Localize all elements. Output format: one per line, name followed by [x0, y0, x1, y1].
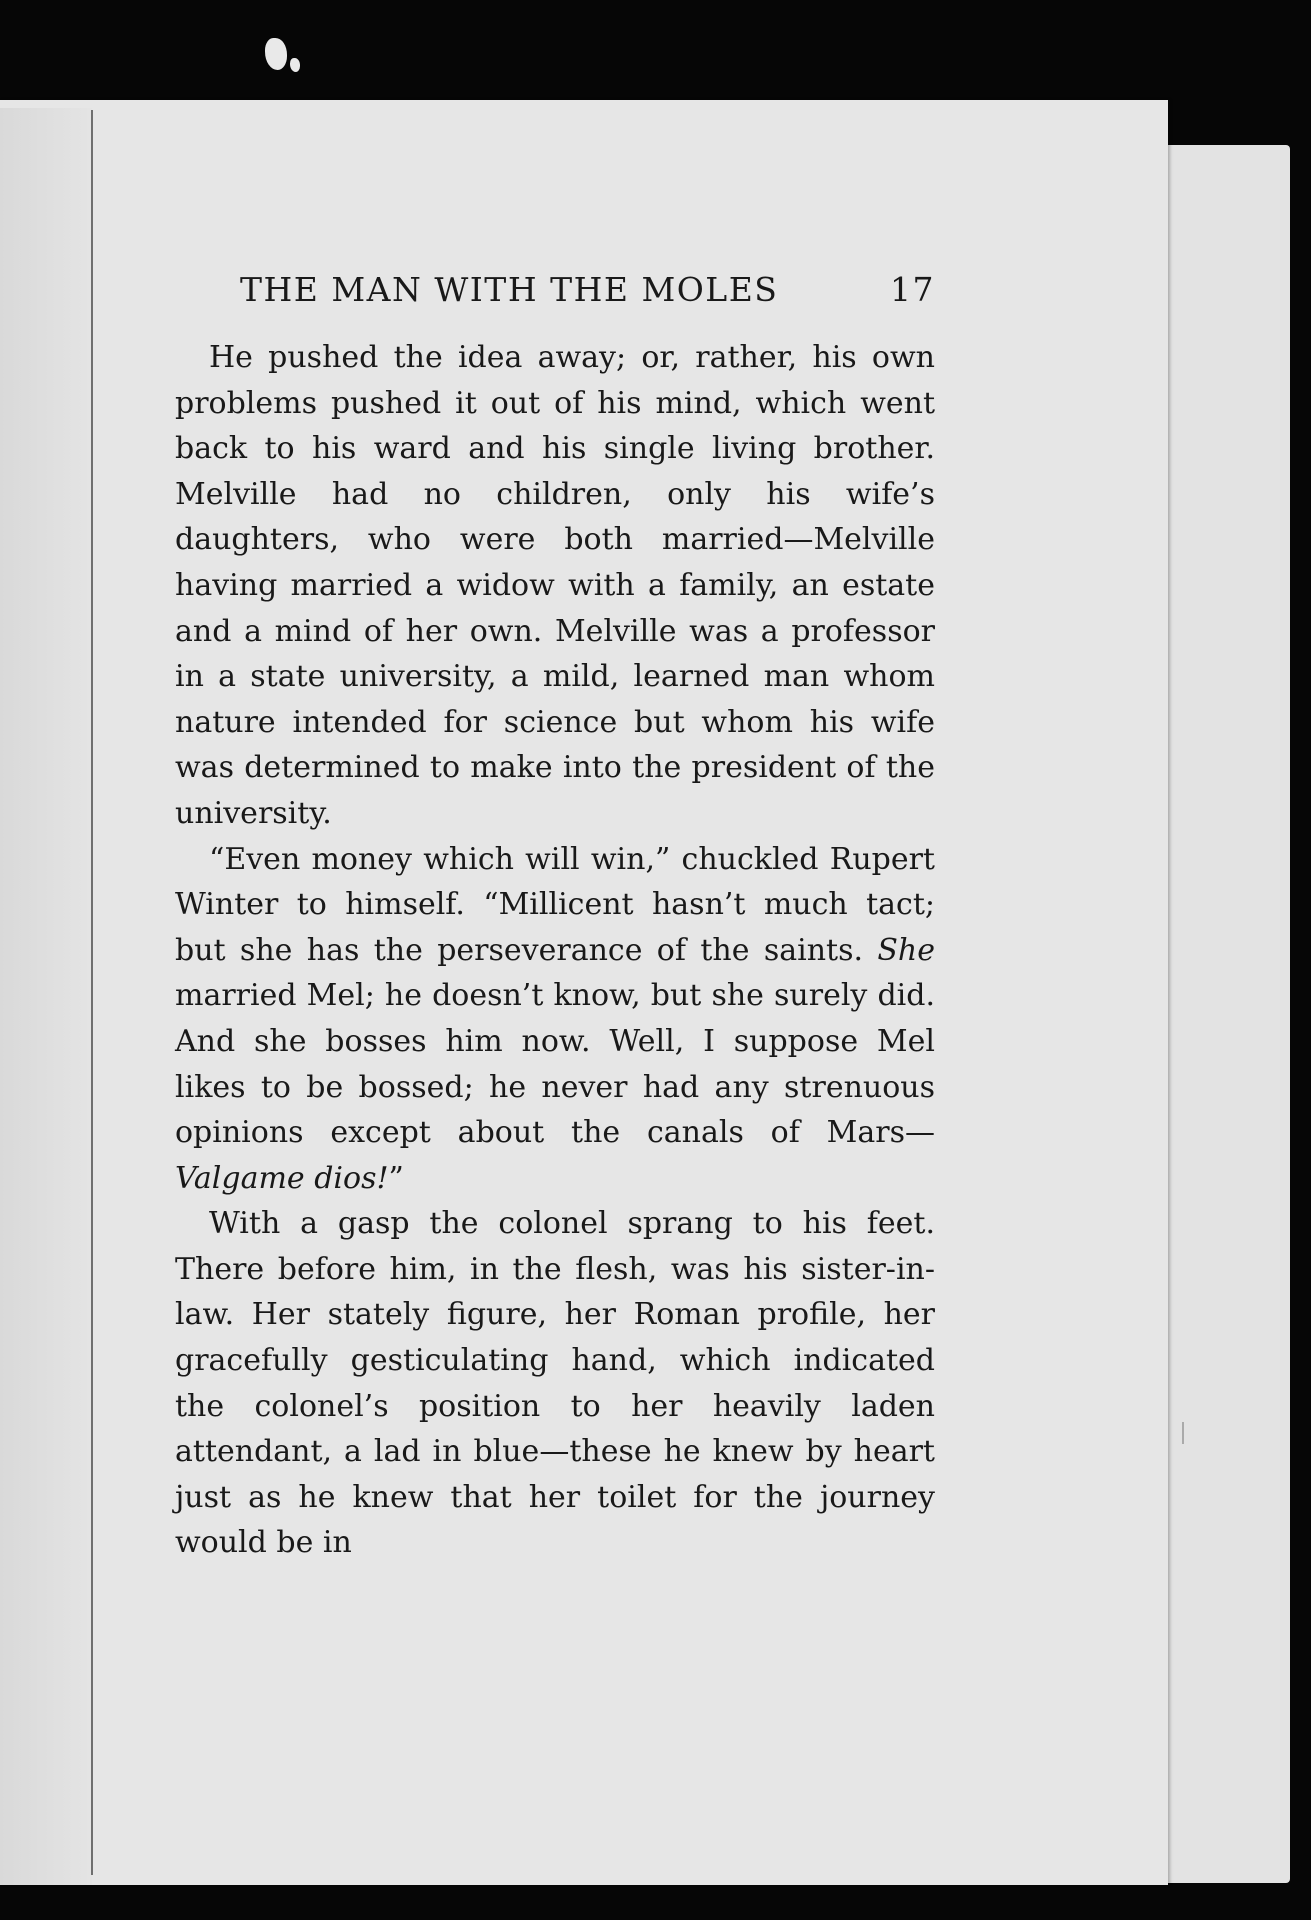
page-gutter-shade — [0, 108, 92, 1885]
page-text — [175, 270, 935, 1566]
italic-she: She — [877, 932, 935, 968]
paragraph-2-part-2: married Mel; he doesn’t know, but she surely did. And she bosses him now. Well, I suppose Mel likes to be bossed; he never had any strenuous opinions except about the canals of Mars— — [175, 978, 935, 1151]
page-number: 17 — [890, 270, 935, 309]
paragraph-1: He pushed the idea away; or, rather, his own problems pushed it out of his mind, which went back to his ward and his single living brother. Melville had no children, only his wife’s daughters, who were both married—Melville having married a widow with a family, an estate and a mind of her own. Melville was a professor in a state university, a mild, learned man whom nature intended for science but whom his wife was determined to make into the president of the university. — [175, 340, 935, 831]
paragraph-2-part-1: “Even money which will win,” chuckled Rupert Winter to himself. “Millicent hasn’t much tact; but she has the perseverance of the saints. — [175, 841, 935, 968]
running-head-title: THE MAN WITH THE MOLES — [240, 270, 779, 309]
paragraph-3: With a gasp the colonel sprang to his feet. There before him, in the flesh, was his sister-in-law. Her stately figure, her Roman profile, her gracefully gesticulating hand, which indicated the colonel’s position to her heavily laden attendant, a lad in blue—these he knew by heart just as he knew that her toilet for the journey would be in — [175, 1206, 935, 1561]
paragraph-2 — [175, 837, 935, 1202]
next-page-edge — [1150, 145, 1290, 1883]
scan-artifact-speck — [265, 38, 287, 70]
scan-artifact-speck-small — [290, 58, 300, 72]
italic-valgame-dios: Valgame dios! — [175, 1160, 389, 1196]
binding-gutter-line — [91, 110, 93, 1875]
paragraph-2-part-3: ” — [388, 1160, 404, 1196]
page-edge-mark — [1182, 1422, 1184, 1444]
running-head — [240, 270, 935, 309]
